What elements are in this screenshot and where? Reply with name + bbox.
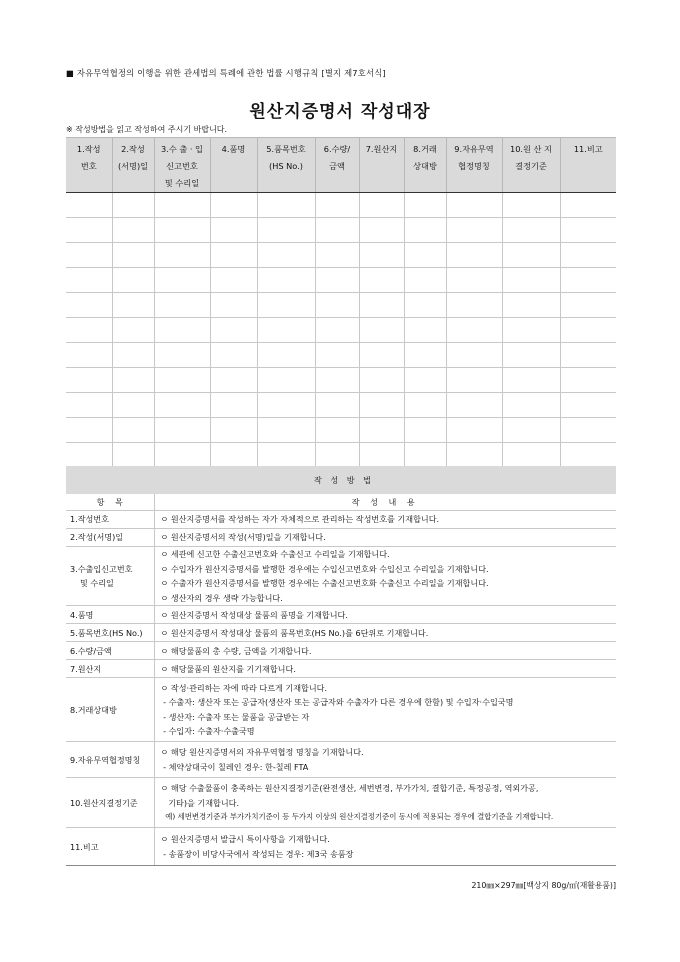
register-cell[interactable] [502,268,560,293]
register-cell[interactable] [404,418,446,443]
register-cell[interactable] [315,393,359,418]
register-col-header [560,138,616,193]
guide-content-line: 기타)을 기재합니다. [160,797,240,808]
guide-item [66,547,154,606]
register-cell[interactable] [404,268,446,293]
register-cell[interactable] [359,218,404,243]
register-cell[interactable] [404,343,446,368]
guide-content-line: ㅇ 해당 원산지증명서의 자유무역협정 명칭을 기재합니다. [160,747,364,758]
register-col-header-line: 8.거래 [413,144,437,154]
guide-content-line: ㅇ 세관에 신고한 수출신고번호와 수출신고 수리일을 기재합니다. [160,549,390,559]
register-cell[interactable] [560,193,616,218]
register-cell[interactable] [560,268,616,293]
register-cell[interactable] [560,443,616,469]
register-cell[interactable] [560,418,616,443]
register-cell[interactable] [66,418,112,443]
guide-content-line: - 생산자: 수출자 또는 물품을 공급받는 자 [160,711,310,722]
register-cell[interactable] [210,343,257,368]
register-cell[interactable] [210,218,257,243]
register-col-header-line: (서명)일 [117,161,149,171]
register-row [66,393,616,418]
register-cell[interactable] [359,268,404,293]
register-col-header-line: 협정명칭 [458,161,490,171]
register-col-header-line: 금액 [329,161,345,171]
register-cell[interactable] [560,218,616,243]
register-col-header-line: 번호 [80,161,97,171]
guide-content [154,678,616,742]
register-cell[interactable] [502,293,560,318]
register-cell[interactable] [210,293,257,318]
guide-item [66,606,154,624]
register-cell[interactable] [404,218,446,243]
register-row [66,268,616,293]
guide-row [66,529,616,547]
instruction-note: ※ 작성방법을 읽고 작성하여 주시기 바랍니다. [66,125,228,134]
register-col-header-line: 1.작성 [76,144,101,154]
register-cell[interactable] [154,393,210,418]
register-col-header-line: 신고번호 [166,161,198,171]
register-col-header-line: 3.수 출 · 입 [161,144,203,154]
register-cell[interactable] [359,318,404,343]
register-cell[interactable] [66,268,112,293]
register-cell[interactable] [446,293,502,318]
register-col-header-line: 7.원산지 [365,144,398,154]
register-cell[interactable] [560,318,616,343]
register-cell[interactable] [154,218,210,243]
register-cell[interactable] [210,243,257,268]
register-cell[interactable] [446,268,502,293]
register-table [66,137,616,469]
guide-row [66,828,616,866]
guide-content-line: ㅇ 수입자가 원산지증명서를 발행한 경우에는 수입신고번호와 수입신고 수리일을 기재합니다. [160,563,489,574]
register-cell[interactable] [404,243,446,268]
register-cell[interactable] [257,393,315,418]
register-cell[interactable] [66,193,112,218]
guide-item-line: 10.원산지결정기준 [70,797,138,808]
guide-content-line: ㅇ 원산지증명서를 작성하는 자가 자체적으로 관리하는 작성번호를 기재합니다. [160,514,440,525]
register-col-header-line: 6.수량/ [323,144,351,154]
register-row [66,293,616,318]
register-cell[interactable] [66,318,112,343]
register-cell[interactable] [154,318,210,343]
register-cell[interactable] [112,343,154,368]
register-col-header-line: 결정기준 [515,161,547,171]
guide-item [66,660,154,678]
register-cell[interactable] [66,368,112,393]
guide-content-line: ㅇ 해당 수출물품이 충족하는 원산지결정기준(완전생산, 세번변경, 부가가치, 결합기준, 특정공정, 역외가공, [160,782,539,793]
register-cell[interactable] [210,368,257,393]
register-cell[interactable] [446,318,502,343]
guide-content-line: 예) 세번변경기준과 부가가치기준이 등 두가지 이상의 원산지결정기준이 동시에 적용되는 경우에 결합기준을 기재합니다. [160,812,554,822]
register-cell[interactable] [210,443,257,469]
guide-item-line: 2.작성(서명)일 [70,532,124,543]
register-cell[interactable] [359,368,404,393]
register-cell[interactable] [502,393,560,418]
guide-item [66,742,154,778]
register-cell[interactable] [560,243,616,268]
register-cell[interactable] [257,293,315,318]
register-cell[interactable] [66,343,112,368]
register-col-header-line: (HS No.) [269,161,303,171]
register-cell[interactable] [112,293,154,318]
register-cell[interactable] [502,218,560,243]
register-cell[interactable] [154,418,210,443]
register-cell[interactable] [502,368,560,393]
guide-content-line: - 수입자: 수출자·수출국명 [160,726,255,737]
guide-row [66,678,616,742]
register-row [66,443,616,469]
register-cell[interactable] [257,368,315,393]
register-cell[interactable] [404,368,446,393]
register-cell[interactable] [359,193,404,218]
guide-item [66,642,154,660]
register-cell[interactable] [154,368,210,393]
guide-content [154,828,616,866]
register-cell[interactable] [257,318,315,343]
register-cell[interactable] [359,293,404,318]
register-cell[interactable] [210,318,257,343]
register-row [66,343,616,368]
register-col-header [502,138,560,193]
register-cell[interactable] [66,293,112,318]
guide-content-line: - 체약상대국이 칠레인 경우: 한-칠레 FTA [160,761,309,772]
register-cell[interactable] [359,393,404,418]
register-col-header [315,138,359,193]
register-cell[interactable] [210,268,257,293]
guide-content-line: - 수출자: 생산자 또는 공급자(생산자 또는 공급자와 수출자가 다른 경우에 한함) 및 수입자·수입국명 [160,697,514,708]
guide-col-item: 항 목 [66,494,154,511]
register-cell[interactable] [315,318,359,343]
register-cell[interactable] [404,318,446,343]
register-col-header-line: 10.원 산 지 [510,144,552,154]
register-cell[interactable] [257,443,315,469]
guide-content [154,624,616,642]
guide-item-line: 및 수리일 [80,578,114,589]
guide-item [66,778,154,828]
register-cell[interactable] [502,318,560,343]
register-cell[interactable] [315,293,359,318]
guide-content-line: ㅇ 원산지증명서의 작성(서명)일을 기재합니다. [160,532,326,543]
register-cell[interactable] [404,393,446,418]
register-cell[interactable] [404,193,446,218]
register-cell[interactable] [359,443,404,469]
register-cell[interactable] [257,418,315,443]
register-col-header [257,138,315,193]
guide-item-line: 1.작성번호 [70,514,109,525]
register-cell[interactable] [257,343,315,368]
guide-banner: 작 성 방 법 [66,466,616,494]
register-cell[interactable] [257,218,315,243]
guide-row [66,642,616,660]
guide-content [154,529,616,547]
register-col-header [359,138,404,193]
register-row [66,418,616,443]
register-col-header [446,138,502,193]
register-cell[interactable] [66,218,112,243]
register-cell[interactable] [502,443,560,469]
guide-item-line: 4.품명 [70,609,94,620]
register-cell[interactable] [502,343,560,368]
register-cell[interactable] [112,368,154,393]
register-cell[interactable] [446,343,502,368]
guide-row [66,547,616,606]
register-col-header-line: 및 수리일 [164,178,200,188]
register-cell[interactable] [315,193,359,218]
guide-row [66,511,616,529]
register-row [66,218,616,243]
register-cell[interactable] [154,243,210,268]
register-cell[interactable] [560,293,616,318]
form-title: 원산지증명서 작성대장 [249,102,431,122]
guide-content [154,511,616,529]
register-cell[interactable] [154,193,210,218]
register-cell[interactable] [66,443,112,469]
guide-row [66,606,616,624]
register-cell[interactable] [112,243,154,268]
register-cell[interactable] [502,193,560,218]
register-cell[interactable] [154,443,210,469]
register-cell[interactable] [446,193,502,218]
guide-item-line: 6.수량/금액 [70,645,112,656]
register-cell[interactable] [315,243,359,268]
register-col-header-line: 상대방 [413,161,437,171]
guide-item-line: 11.비고 [70,841,99,852]
guide-content-line: ㅇ 수출자가 원산지증명서를 발행한 경우에는 수출신고번호화 수출신고 수리일을 기재합니다. [160,578,489,589]
register-cell[interactable] [446,418,502,443]
register-cell[interactable] [112,318,154,343]
register-cell[interactable] [112,268,154,293]
register-cell[interactable] [315,268,359,293]
guide-row [66,778,616,828]
register-col-header-line: 2.작성 [121,144,145,154]
register-row [66,243,616,268]
guide-content [154,547,616,606]
register-cell[interactable] [404,443,446,469]
guide-row [66,742,616,778]
guide-content-line: - 송품장이 비당사국에서 작성되는 경우: 제3국 송품장 [160,848,354,859]
register-cell[interactable] [154,268,210,293]
register-col-header-line: 11.비고 [573,144,603,154]
guide-content [154,606,616,624]
guide-row [66,660,616,678]
register-cell[interactable] [560,368,616,393]
register-cell[interactable] [112,443,154,469]
register-cell[interactable] [210,393,257,418]
register-cell[interactable] [210,418,257,443]
register-cell[interactable] [446,368,502,393]
register-cell[interactable] [315,368,359,393]
guide-item [66,624,154,642]
register-cell[interactable] [210,193,257,218]
register-cell[interactable] [66,393,112,418]
guide-item-line: 5.품목번호(HS No.) [70,627,143,638]
register-cell[interactable] [66,243,112,268]
guide-content [154,778,616,828]
register-cell[interactable] [315,443,359,469]
guide-content [154,742,616,778]
register-cell[interactable] [154,343,210,368]
register-cell[interactable] [112,393,154,418]
register-cell[interactable] [560,343,616,368]
register-col-header-line: 5.품목번호 [266,144,306,154]
guide-item [66,828,154,866]
register-cell[interactable] [257,268,315,293]
register-col-header-line: 4.품명 [221,144,246,154]
register-col-header [404,138,446,193]
register-col-header [66,138,112,193]
register-cell[interactable] [446,393,502,418]
guide-content-line: ㅇ 원산지증명서 발급시 특이사항을 기재합니다. [160,834,330,845]
guide-item [66,511,154,529]
register-cell[interactable] [446,243,502,268]
register-cell[interactable] [502,243,560,268]
register-col-header [112,138,154,193]
register-col-header [154,138,210,193]
register-cell[interactable] [112,193,154,218]
register-cell[interactable] [112,218,154,243]
guide-item [66,529,154,547]
register-cell[interactable] [257,193,315,218]
register-cell[interactable] [359,418,404,443]
paper-spec: 210㎜×297㎜[백상지 80g/㎡(재활용품)] [471,881,616,890]
guide-content [154,642,616,660]
legal-reference: ■ 자유무역협정의 이행을 위한 관세법의 특례에 관한 법률 시행규칙 [별지 제7호서식] [66,68,386,78]
register-cell[interactable] [257,243,315,268]
guide-content-line: ㅇ 해당물품의 총 수량, 금액을 기재합니다. [160,645,312,656]
register-cell[interactable] [446,443,502,469]
guide-item [66,678,154,742]
register-cell[interactable] [315,418,359,443]
register-row [66,318,616,343]
guide-table [66,466,616,866]
guide-item-line: 9.자유무역협정명칭 [70,754,141,765]
guide-item-line: 3.수출입신고번호 [70,563,133,574]
guide-content-line: ㅇ 원산지증명서 작성대상 물품의 품명을 기재합니다. [160,609,348,620]
register-col-header [210,138,257,193]
guide-content-line: ㅇ 해당물품의 원산지를 기기재합니다. [160,663,296,674]
register-col-header-line: 9.자유무역 [454,144,494,154]
register-cell[interactable] [315,218,359,243]
register-cell[interactable] [560,393,616,418]
register-cell[interactable] [112,418,154,443]
guide-content [154,660,616,678]
guide-col-content: 작 성 내 용 [154,494,616,511]
register-cell[interactable] [315,343,359,368]
guide-item-line: 7.원산지 [70,663,102,674]
register-cell[interactable] [404,293,446,318]
register-cell[interactable] [359,243,404,268]
register-row [66,368,616,393]
register-cell[interactable] [502,418,560,443]
register-cell[interactable] [154,293,210,318]
guide-row [66,624,616,642]
register-cell[interactable] [446,218,502,243]
register-cell[interactable] [359,343,404,368]
guide-content-line: ㅇ 생산자의 경우 생략 가능합니다. [160,592,283,603]
register-row [66,193,616,218]
guide-content-line: ㅇ 원산지증명서 작성대상 물품의 품목번호(HS No.)를 6단위로 기재합니다. [160,627,429,638]
guide-item-line: 8.거래상대방 [70,704,117,715]
guide-content-line: ㅇ 작성·관리하는 자에 따라 다르게 기재합니다. [160,682,328,693]
